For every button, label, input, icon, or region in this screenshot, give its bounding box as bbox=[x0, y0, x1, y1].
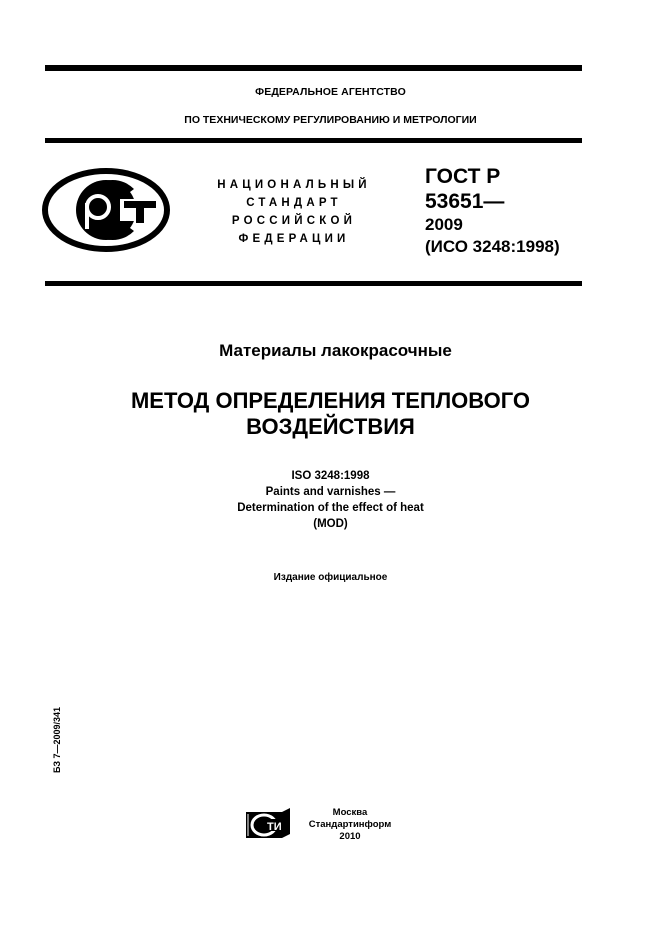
standard-type-line: НАЦИОНАЛЬНЫЙ bbox=[217, 179, 371, 191]
iso-title-line-1: Paints and varnishes — bbox=[265, 486, 396, 498]
publisher-name: Стандартинформ bbox=[308, 819, 392, 830]
publisher-info bbox=[300, 807, 400, 843]
designation-iso-ref: (ИСО 3248:1998) bbox=[425, 237, 560, 256]
edition-label: Издание официальное bbox=[273, 572, 388, 583]
title-line-2: ВОЗДЕЙСТВИЯ bbox=[246, 414, 415, 439]
standard-type-label bbox=[196, 176, 392, 248]
title-line-1: МЕТОД ОПРЕДЕЛЕНИЯ ТЕПЛОВОГО bbox=[130, 388, 531, 413]
standard-type-line: РОССИЙСКОЙ bbox=[231, 215, 357, 227]
designation-line: ГОСТ Р bbox=[425, 165, 501, 188]
publisher-city: Москва bbox=[332, 807, 368, 818]
document-subtitle: Материалы лакокрасочные bbox=[219, 341, 452, 360]
iso-modification: (MOD) bbox=[313, 518, 348, 530]
agency-name-line-2: ПО ТЕХНИЧЕСКОМУ РЕГУЛИРОВАНИЮ И МЕТРОЛОГИИ bbox=[184, 114, 477, 126]
standartinform-logo-icon bbox=[244, 806, 292, 840]
designation-year: 2009 bbox=[425, 215, 463, 234]
publisher-year: 2010 bbox=[339, 831, 361, 842]
side-code: БЗ 7—2009/341 bbox=[52, 706, 62, 774]
middle-rule bbox=[45, 138, 582, 143]
standard-designation bbox=[425, 164, 560, 258]
designation-number: 53651— bbox=[425, 190, 505, 213]
document-title bbox=[0, 388, 661, 440]
top-rule bbox=[45, 65, 582, 71]
bottom-rule bbox=[45, 281, 582, 286]
rst-logo-icon bbox=[42, 167, 172, 253]
svg-text:ТИ: ТИ bbox=[267, 821, 282, 833]
agency-name-line-1: ФЕДЕРАЛЬНОЕ АГЕНТСТВО bbox=[255, 86, 406, 98]
standard-type-line: СТАНДАРТ bbox=[246, 197, 342, 209]
standard-type-line: ФЕДЕРАЦИИ bbox=[238, 233, 350, 245]
iso-reference bbox=[0, 468, 661, 532]
iso-title-line-2: Determination of the effect of heat bbox=[237, 502, 424, 514]
iso-number: ISO 3248:1998 bbox=[291, 470, 370, 482]
